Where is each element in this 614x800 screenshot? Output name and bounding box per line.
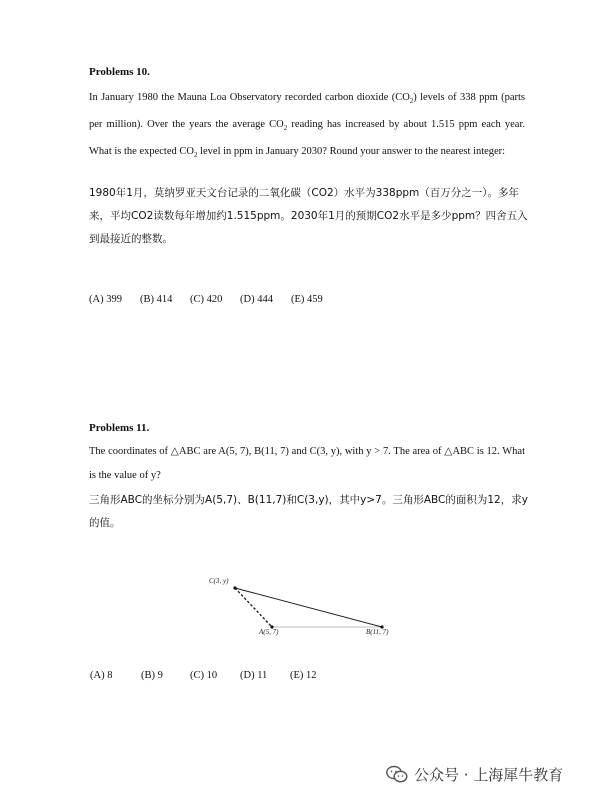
p10-text-part-3: reading has increased by about 1.515 ppm each year. What is the expected CO: [89, 119, 526, 158]
problem-10-english-text: [89, 86, 525, 167]
problem-10-choices: [89, 294, 323, 305]
label-b: B(11, 7): [366, 628, 389, 636]
watermark: [386, 764, 563, 785]
segment-cb: [235, 588, 382, 627]
problem-10-chinese-text: 1980年1月，莫纳罗亚天文台记录的二氧化碳（CO2）水平为338ppm（百万分之一）。多年来，平均CO2读数每年增加约1.515ppm。2030年1月的预期CO2水平是多少ppm？四舍五入到最接近的整数。: [89, 187, 528, 245]
p11-choice-b: (B) 9: [141, 670, 163, 681]
p10-choice-d: (D) 444: [240, 294, 273, 305]
p10-choice-a: (A) 399: [89, 294, 122, 305]
point-c: [233, 586, 236, 589]
problem-11-title: Problems 11.: [89, 422, 150, 434]
watermark-text: 公众号 · 上海犀牛教育: [414, 766, 564, 784]
problem-11-english-text: The coordinates of △ABC are A(5, 7), B(11, 7) and C(3, y), with y > 7. The area of △ABC is 12. What is the value of y?: [89, 446, 525, 481]
p10-text-part-1: In January 1980 the Mauna Loa Observatory recorded carbon dioxide (CO: [89, 92, 410, 103]
problem-11-choices: [90, 670, 317, 681]
problem-11-chinese-text: 三角形ABC的坐标分别为A(5,7)、B(11,7)和C(3,y)，其中y>7。三角形ABC的面积为12，求y的值。: [89, 494, 528, 529]
p11-choice-c: (C) 10: [190, 670, 218, 681]
segment-ca: [235, 588, 272, 627]
p11-choice-d: (D) 11: [240, 670, 268, 681]
problem-10-title: Problems 10.: [89, 66, 150, 78]
p10-choice-c: (C) 420: [190, 294, 223, 305]
p10-text-part-4: level in ppm in January 2030? Round your answer to the nearest integer:: [197, 146, 506, 158]
p10-choice-b: (B) 414: [140, 294, 173, 305]
p10-subscript-2: 2: [283, 124, 288, 133]
wechat-icon: [386, 765, 408, 784]
p10-subscript-1: 2: [409, 97, 414, 106]
label-a: A(5, 7): [259, 628, 279, 636]
p10-text-part-2: ) levels of 338 ppm (parts per million). Over the years the average CO: [89, 92, 525, 131]
p11-choice-e: (E) 12: [290, 670, 317, 681]
p10-choice-e: (E) 459: [291, 294, 323, 305]
p11-choice-a: (A) 8: [90, 670, 113, 681]
label-c: C(3, y): [209, 577, 229, 585]
p10-subscript-3: 2: [193, 151, 198, 160]
